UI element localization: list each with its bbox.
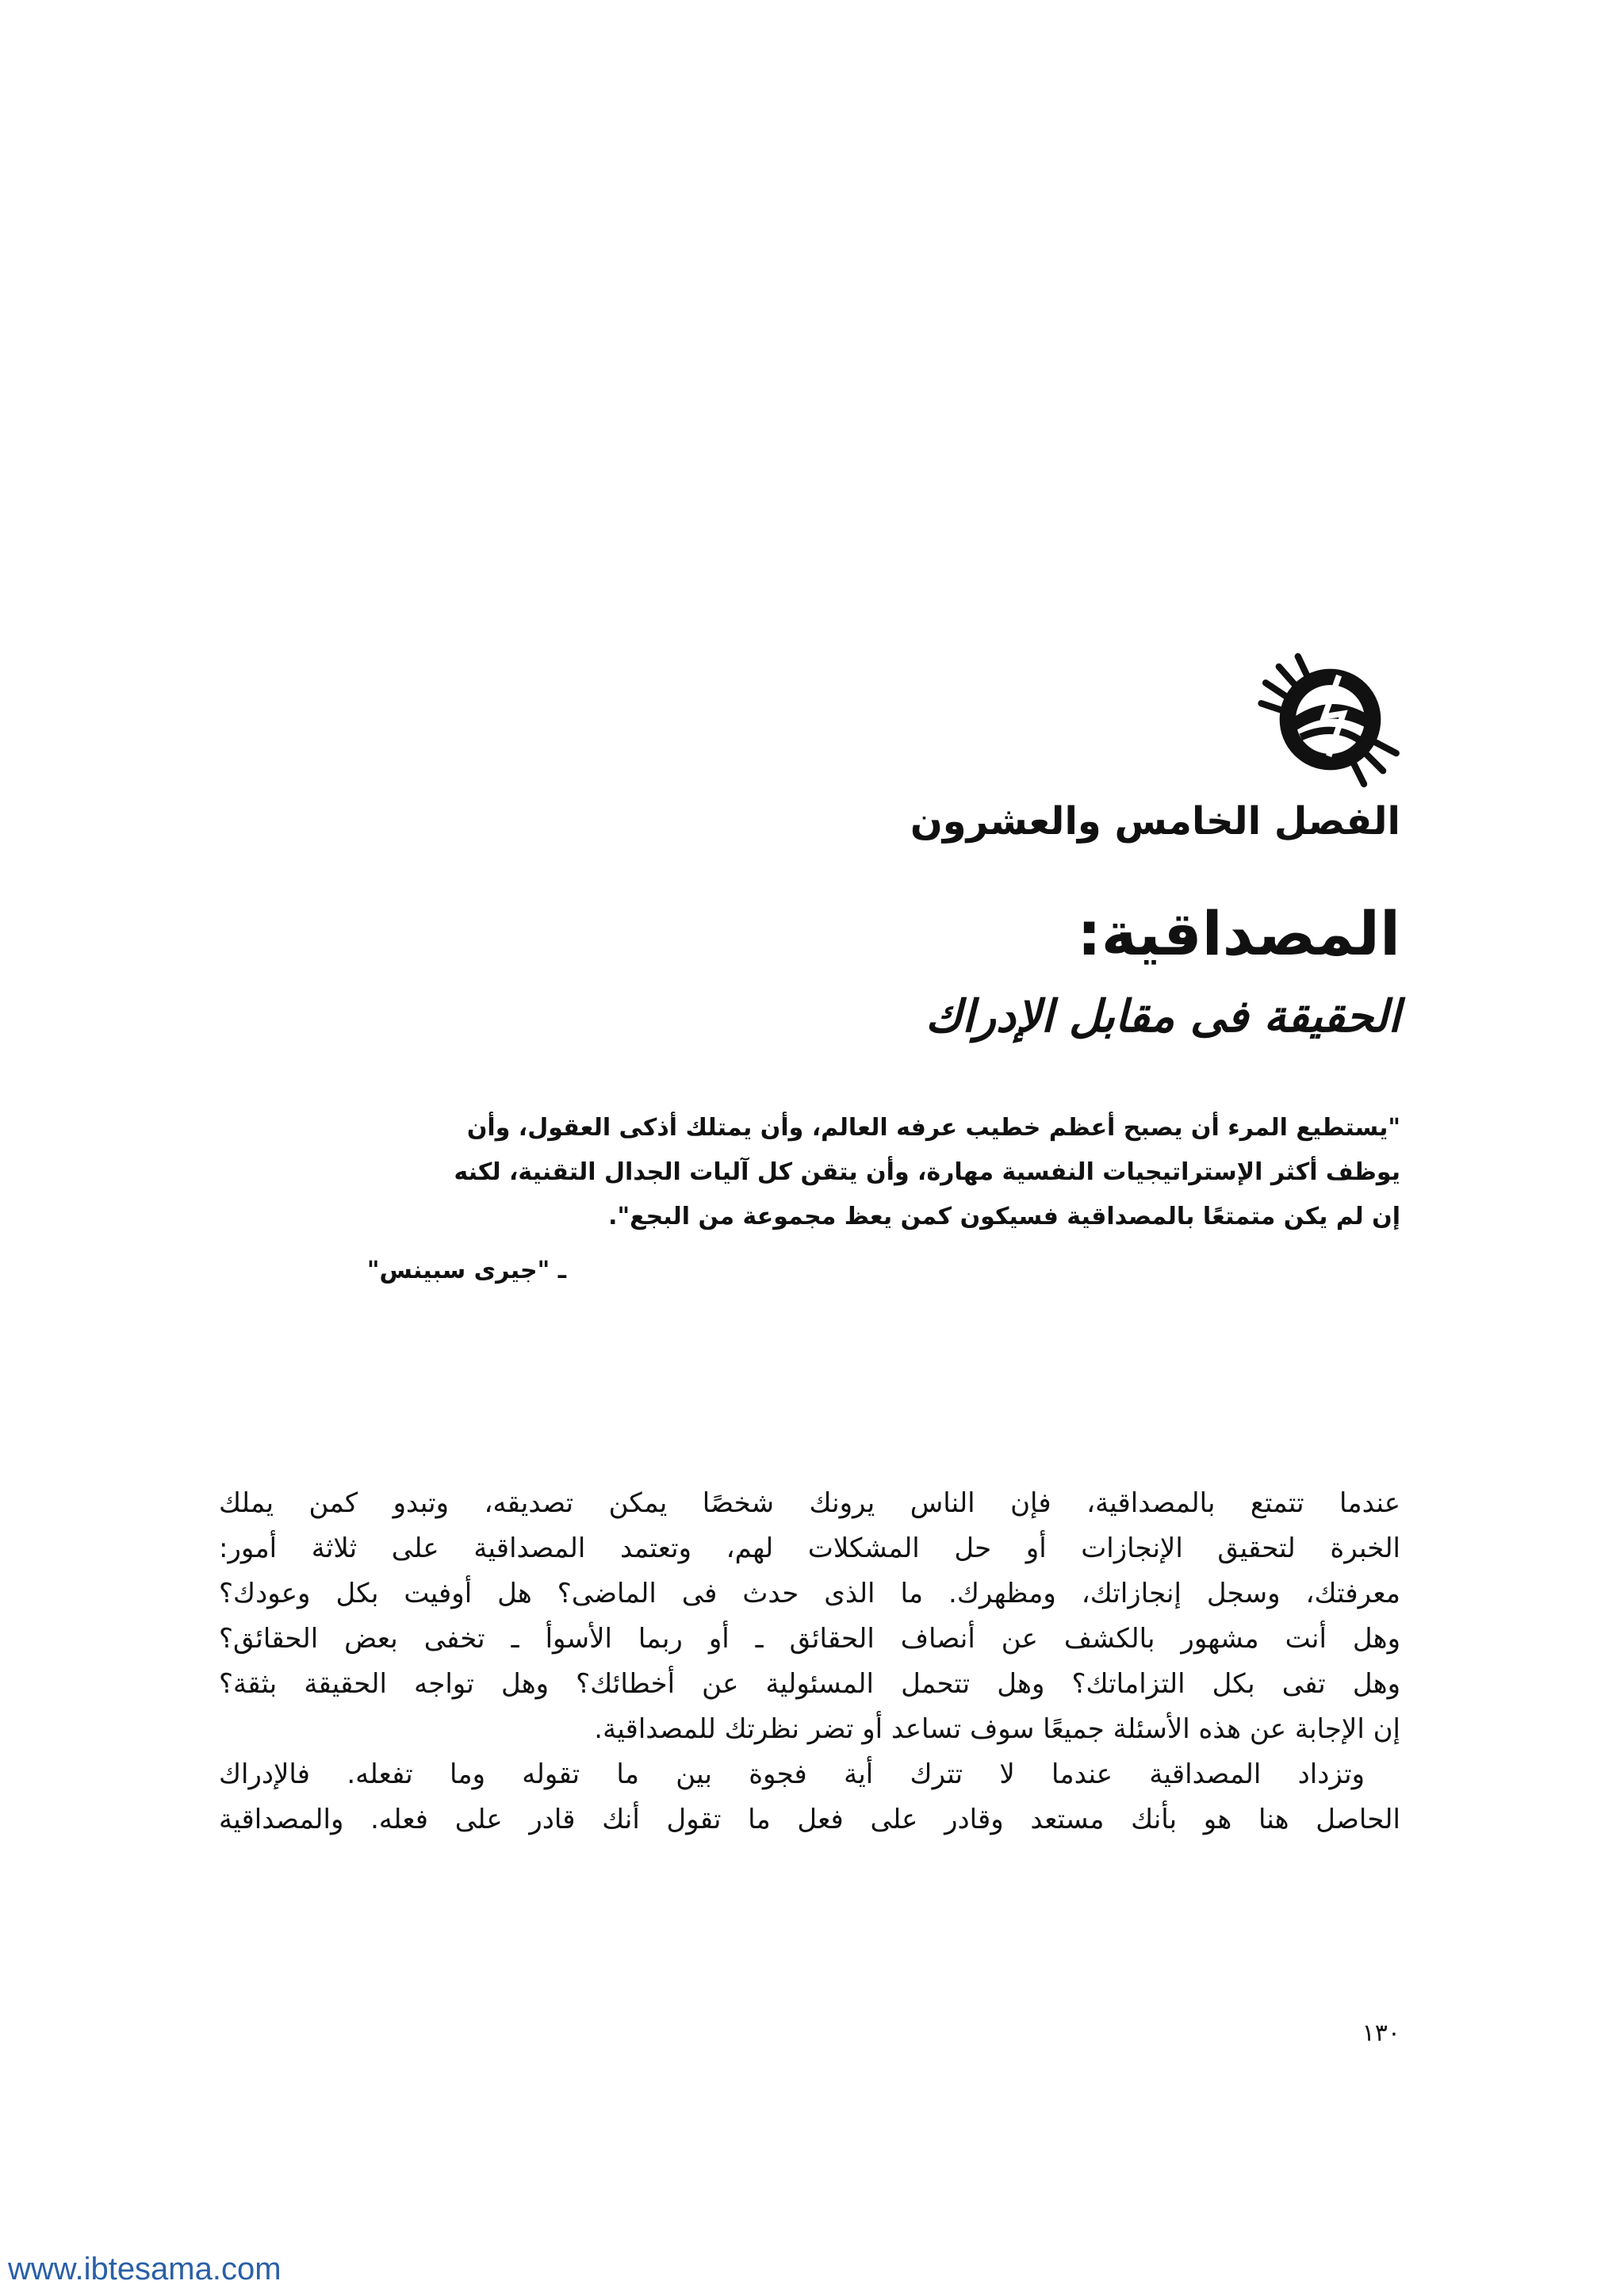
epigraph-quote xyxy=(322,1106,1400,1293)
epigraph-author: ـ "جيرى سبينس" xyxy=(366,1257,566,1284)
body-line: الخبرة لتحقيق الإنجازات أو حل المشكلات لهم، وتعتمد المصداقية على ثلاثة أمور: xyxy=(219,1533,1400,1564)
body-line: وهل أنت مشهور بالكشف عن أنصاف الحقائق ـ أو ربما الأسوأ ـ تخفى بعض الحقائق؟ xyxy=(219,1623,1400,1655)
body-line: معرفتك، وسجل إنجازاتك، ومظهرك. ما الذى حدث فى الماضى؟ هل أوفيت بكل وعودك؟ xyxy=(219,1578,1400,1609)
chapter-title: المصداقية: xyxy=(1077,898,1400,969)
chapter-subtitle: الحقيقة فى مقابل الإدراك xyxy=(925,991,1400,1043)
body-text xyxy=(219,1481,1400,1843)
body-line: وهل تفى بكل التزاماتك؟ وهل تتحمل المسئولية عن أخطائك؟ وهل تواجه الحقيقة بثقة؟ xyxy=(219,1668,1400,1700)
body-line: عندما تتمتع بالمصداقية، فإن الناس يرونك شخصًا يمكن تصديقه، وتبدو كمن يملك xyxy=(219,1487,1400,1519)
epigraph-line: "يستطيع المرء أن يصبح أعظم خطيب عرفه العالم، وأن يمتلك أذكى العقول، وأن xyxy=(466,1114,1400,1142)
website-watermark: www.ibtesama.com xyxy=(8,2252,282,2286)
epigraph-line: يوظف أكثر الإستراتيجيات النفسية مهارة، وأن يتقن كل آليات الجدال التقنية، لكنه xyxy=(454,1158,1400,1186)
chapter-emblem-icon xyxy=(1257,646,1404,793)
chapter-label: الفصل الخامس والعشرون xyxy=(910,799,1400,844)
epigraph-line: إن لم يكن متمتعًا بالمصداقية فسيكون كمن يعظ مجموعة من البجع". xyxy=(608,1203,1400,1230)
body-line: الحاصل هنا هو بأنك مستعد وقادر على فعل ما تقول أنك قادر على فعله. والمصداقية xyxy=(219,1804,1400,1835)
page-number: ١٣٠ xyxy=(1362,2019,1400,2047)
body-line: وتزداد المصداقية عندما لا تترك أية فجوة بين ما تقوله وما تفعله. فالإدراك xyxy=(219,1758,1365,1790)
body-line: إن الإجابة عن هذه الأسئلة جميعًا سوف تساعد أو تضر نظرتك للمصداقية. xyxy=(594,1713,1400,1745)
